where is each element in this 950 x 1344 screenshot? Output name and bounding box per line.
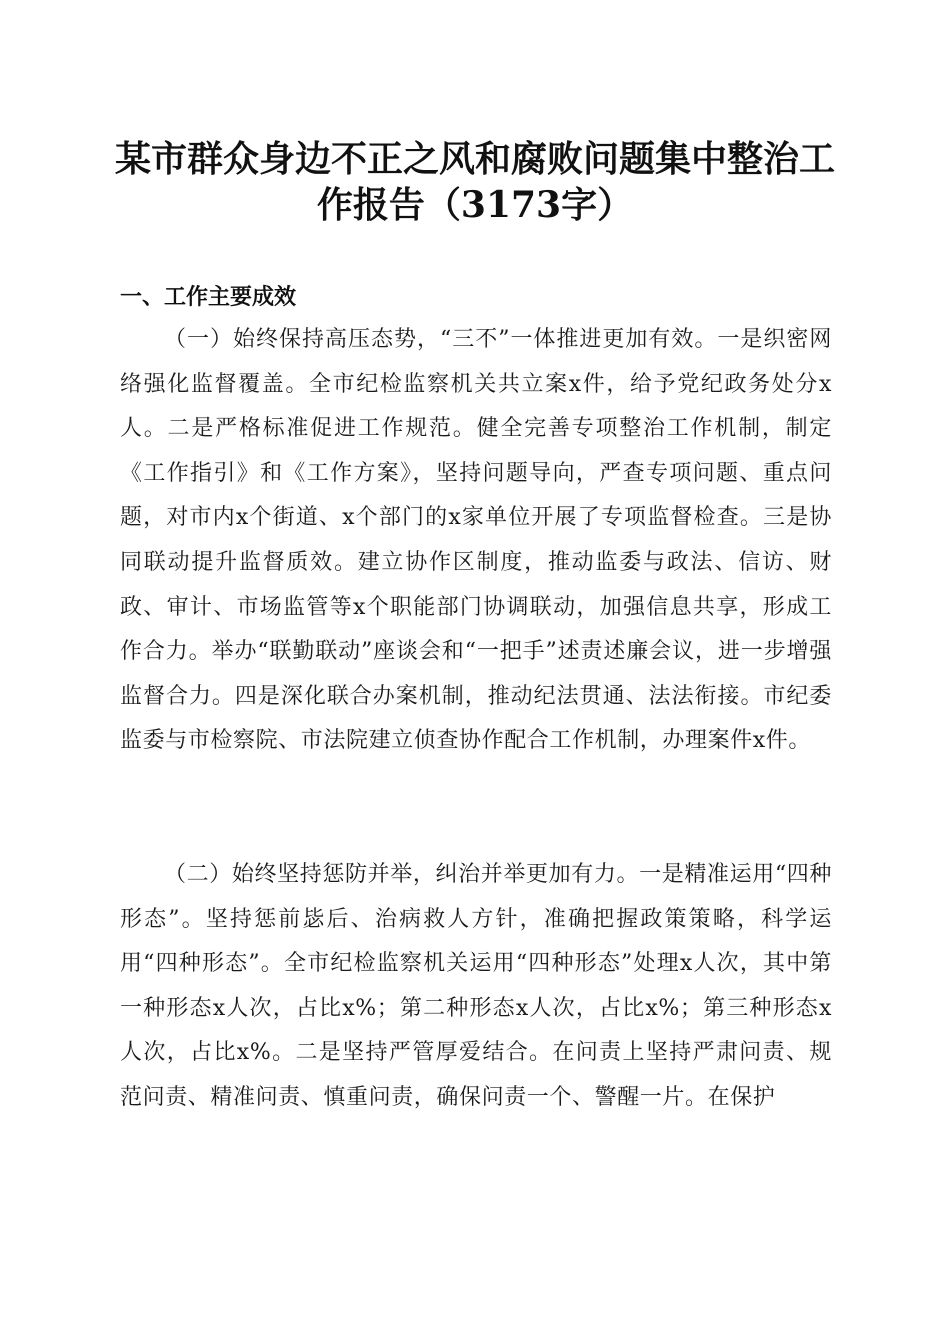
title-line-2: 作报告（3173字）	[316, 184, 634, 226]
document-title	[100, 136, 850, 228]
paragraph-1: （一）始终保持高压态势，“三不”一体推进更加有效。一是织密网络强化监督覆盖。全市纪检监察机关共立案x件，给予党纪政务处分x人。二是严格标准促进工作规范。健全完善专项整治工作机制，制定《工作指引》和《工作方案》，坚持问题导向，严查专项问题、重点问题，对市内x个街道、x个部门的x家单位开展了专项监督检查。三是协同联动提升监督质效。建立协作区制度，推动监委与政法、信访、财政、审计、市场监管等x个职能部门协调联动，加强信息共享，形成工作合力。举办“联勤联动”座谈会和“一把手”述责述廉会议，进一步增强监督合力。四是深化联合办案机制，推动纪法贯通、法法衔接。市纪委监委与市检察院、市法院建立侦查协作配合工作机制，办理案件x件。	[120, 327, 832, 754]
paragraph-2: （二）始终坚持惩防并举，纠治并举更加有力。一是精准运用“四种形态”。坚持惩前毖后、治病救人方针，准确把握政策策略，科学运用“四种形态”。全市纪检监察机关运用“四种形态”处理x人次，其中第一种形态x人次，占比x%；第二种形态x人次，占比x%；第三种形态x人次，占比x%。二是坚持严管厚爱结合。在问责上坚持严肃问责、规范问责、精准问责、慎重问责，确保问责一个、警醒一片。在保护	[120, 862, 832, 1110]
section-heading: 一、工作主要成效	[120, 285, 297, 310]
title-line-1: 某市群众身边不正之风和腐败问题集中整治工	[114, 138, 835, 180]
